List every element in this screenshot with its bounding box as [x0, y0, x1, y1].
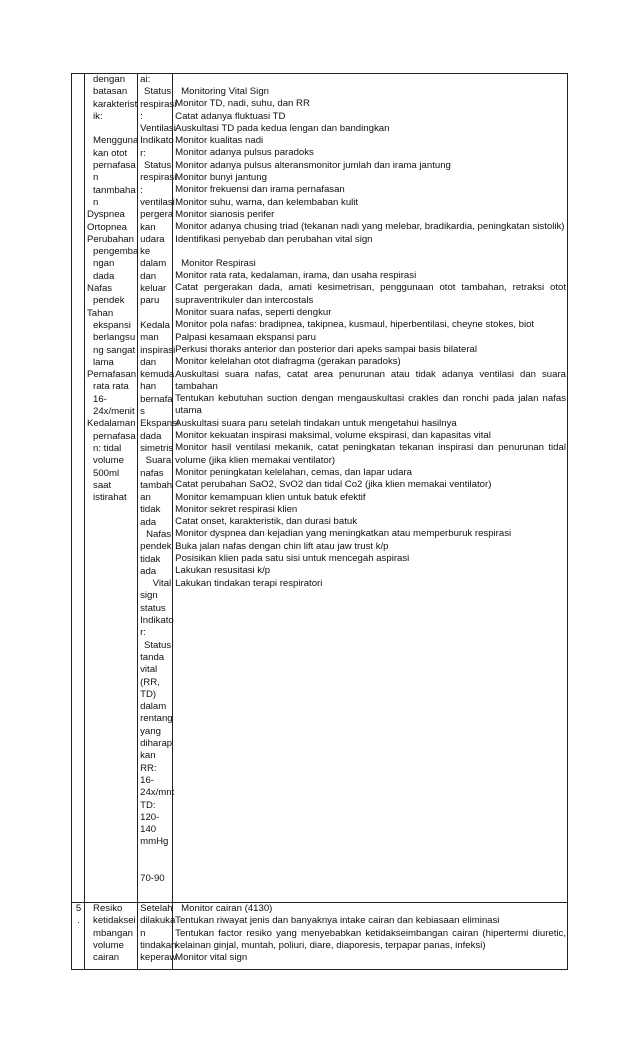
outcome-line: keperaw: [140, 952, 177, 964]
intervention-item: Monitor frekuensi dan irama pernafasan: [175, 184, 345, 196]
outcome-line: :: [140, 184, 143, 196]
intervention-item: Monitor sianosis perifer: [175, 208, 275, 220]
criteria-line: dengan: [93, 74, 126, 85]
outcome-line: simetris: [140, 442, 174, 454]
criteria-line: 500ml: [93, 467, 120, 479]
outcome-line: TD: 120-: [140, 799, 160, 823]
outcome-line: kan: [140, 221, 156, 233]
criteria-line: karakterist: [93, 98, 138, 110]
criteria-line: pendek: [93, 295, 125, 307]
outcome-line: [140, 861, 171, 873]
outcome-line: Nafas: [146, 528, 172, 540]
outcome-line: keluar: [140, 283, 167, 295]
outcome-line: Suara: [145, 455, 172, 467]
intervention-item: Tentukan factor resiko yang menyebabkan ketidakseimbangan cairan (hipertermi diuretic, kelainan ginjal, muntah, poliuri, diare, diaporesis, terpapar panas, infeksi): [175, 927, 566, 951]
outcome-line: paru: [140, 295, 160, 307]
criteria-line: ekspansi: [93, 319, 131, 331]
intervention-item: Palpasi kesamaan ekspansi paru: [175, 331, 316, 343]
criteria-line: volume: [93, 455, 124, 467]
criteria-line: 16-: [93, 393, 107, 405]
outcome-line: (RR,: [140, 676, 160, 688]
outcome-line: Indikato: [140, 615, 174, 627]
intervention-item: Monitor rata rata, kedalaman, irama, dan usaha respirasi: [175, 270, 417, 282]
intervention-item: Monitor cairan (4130): [181, 903, 273, 914]
intervention-item: Buka jalan nafas dengan chin lift atau jaw trust k/p: [175, 540, 389, 552]
outcome-line: mmHg: [140, 836, 169, 848]
outcome-line: tidak: [140, 553, 161, 565]
row-number: 5: [75, 903, 82, 914]
criteria-line: n: [93, 172, 99, 184]
outcome-line: TD): [140, 688, 157, 700]
intervention-item: Perkusi thoraks anterior dan posterior dari apeks sampai basis bilateral: [175, 343, 477, 355]
outcome-line: pergera: [140, 209, 174, 221]
outcome-line: Status: [143, 86, 172, 98]
intervention-cell: [173, 74, 568, 903]
criteria-line: tanmbaha: [93, 184, 136, 196]
criteria-line: Ortopnea: [87, 221, 128, 233]
outcome-line: udara: [140, 233, 165, 245]
outcome-line: nafas: [140, 467, 164, 479]
criteria-cell: [85, 903, 138, 970]
outcome-line: kemuda: [140, 369, 175, 381]
criteria-line: rata rata: [93, 381, 129, 393]
intervention-item: Monitor suhu, warna, dan kelembaban kulit: [175, 196, 359, 208]
intervention-item: Monitor vital sign: [175, 952, 248, 964]
nursing-care-plan-table: [71, 73, 568, 970]
criteria-line: pernafasa: [93, 160, 136, 172]
criteria-line: lama: [93, 356, 114, 368]
intervention-item: Monitor hasil ventilasi mekanik, catat peningkatan tekanan inspirasi dan penurunan tidal volume (jika klien memakai ventilator): [175, 442, 566, 466]
intervention-item: Monitor bunyi jantung: [175, 172, 267, 184]
outcome-line: dilakuka: [140, 915, 176, 927]
criteria-line: ketidaksei: [93, 915, 136, 927]
criteria-line: cairan: [93, 952, 120, 964]
outcome-line: tanda: [140, 651, 165, 663]
intervention-item: Monitor dyspnea dan kejadian yang meningkatkan atau memperburuk respirasi: [175, 528, 512, 540]
criteria-line: n: tidal: [93, 442, 122, 454]
criteria-line: batasan: [93, 86, 128, 98]
outcome-line: dalam: [140, 701, 167, 713]
number-cell: [72, 74, 85, 903]
outcome-line: vital: [140, 664, 158, 676]
intervention-item: Posisikan klien pada satu sisi untuk mencegah aspirasi: [175, 552, 410, 564]
intervention-item: Catat perubahan SaO2, SvO2 dan tidal Co2 (jika klien memakai ventilator): [175, 479, 492, 491]
criteria-line: ik:: [93, 110, 103, 122]
outcome-line: ai:: [140, 74, 151, 85]
criteria-line: Perubahan: [87, 233, 134, 245]
outcome-line: Indikato: [140, 135, 174, 147]
outcome-line: ventilasi: [140, 196, 175, 208]
outcome-line: status: [140, 602, 166, 614]
intervention-item: Auskultasi suara nafas, catat area penurunan atau tidak adanya ventilasi dan suara tambahan: [175, 368, 566, 392]
criteria-line: ngan dada: [93, 258, 115, 282]
criteria-line: saat: [93, 479, 112, 491]
intervention-item: Tentukan kebutuhan suction dengan mengauskultasi crakles dan ronchi pada jalan nafas utama: [175, 393, 566, 417]
outcome-line: inspirasi: [140, 344, 176, 356]
row-number-dot: .: [77, 915, 80, 927]
outcome-line: Status: [143, 160, 172, 172]
intervention-item: Monitor kekuatan inspirasi maksimal, volume ekspirasi, dan kapasitas vital: [175, 430, 491, 442]
intervention-item: Lakukan resusitasi k/p: [175, 565, 271, 577]
intervention-item: Identifikasi penyebab dan perubahan vital sign: [175, 233, 373, 245]
outcome-cell: [138, 903, 177, 970]
outcome-line: dada: [140, 430, 162, 442]
outcome-line: Status: [143, 639, 172, 651]
outcome-line: dan: [140, 270, 157, 282]
outcome-line: rentang: [140, 713, 173, 725]
criteria-line: 24x/menit: [93, 406, 135, 418]
table-row: [72, 903, 568, 970]
intervention-item: Monitor pola nafas: bradipnea, takipnea, kusmaul, hiperbentilasi, cheyne stokes, biot: [175, 319, 535, 331]
criteria-line: volume: [93, 939, 124, 951]
outcome-line: :: [140, 110, 143, 122]
intervention-item: Auskultasi TD pada kedua lengan dan bandingkan: [175, 122, 390, 134]
criteria-cell: [85, 74, 138, 903]
number-cell: [72, 903, 85, 970]
outcome-line: ada: [140, 516, 157, 528]
criteria-line: Dyspnea: [87, 209, 125, 221]
intervention-item: Catat adanya fluktuasi TD: [175, 110, 286, 122]
outcome-line: man: [140, 332, 159, 344]
outcome-line: an tidak: [140, 492, 161, 516]
criteria-line: [87, 123, 136, 135]
criteria-line: Resiko: [93, 903, 123, 914]
outcome-line: han: [140, 381, 157, 393]
outcome-line: Kedala: [140, 319, 170, 331]
outcome-line: r:: [140, 147, 146, 159]
outcome-line: r:: [140, 627, 146, 639]
outcome-line: 70-90: [140, 873, 165, 885]
intervention-item: Monitor adanya pulsus alteransmonitor jumlah dan irama jantung: [175, 159, 451, 171]
intervention-item: Monitor peningkatan kelelahan, cemas, dan lapar udara: [175, 466, 412, 478]
outcome-line: n: [140, 927, 146, 939]
outcome-line: 140: [140, 824, 157, 836]
outcome-line: kan: [140, 750, 156, 762]
outcome-line: sign: [140, 590, 158, 602]
intervention-item: Monitor adanya pulsus paradoks: [175, 147, 314, 159]
intervention-item: Monitor Respirasi: [181, 257, 256, 269]
criteria-line: berlangsu: [93, 332, 136, 344]
intervention-item: Monitoring Vital Sign: [181, 86, 269, 97]
table-row: [72, 74, 568, 903]
outcome-line: tindakan: [140, 939, 177, 951]
outcome-line: [140, 308, 171, 320]
intervention-item: Auskultasi suara paru setelah tindakan untuk mengetahui hasilnya: [175, 417, 457, 429]
outcome-line: RR: 16-: [140, 762, 157, 786]
outcome-line: s: [140, 406, 145, 418]
outcome-line: [140, 849, 171, 861]
intervention-item: Monitor kemampuan klien untuk batuk efektif: [175, 491, 366, 503]
criteria-line: kan otot: [93, 147, 128, 159]
outcome-line: dalam: [140, 258, 167, 270]
intervention-item: Lakukan tindakan terapi respiratori: [175, 577, 323, 589]
intervention-cell: [173, 903, 568, 970]
criteria-line: Kedalaman: [87, 418, 136, 430]
intervention-item: Catat onset, karakteristik, dan durasi batuk: [175, 516, 358, 528]
outcome-line: tambah: [140, 479, 173, 491]
intervention-item: Tentukan riwayat jenis dan banyaknya intake cairan dan kebiasaan eliminasi: [175, 915, 500, 927]
outcome-line: respirasi: [140, 172, 177, 184]
intervention-item: Monitor suara nafas, seperti dengkur: [175, 307, 332, 319]
criteria-line: istirahat: [93, 492, 127, 504]
criteria-line: mbangan: [93, 927, 134, 939]
intervention-item: Monitor kelelahan otot diafragma (gerakan paradoks): [175, 356, 401, 368]
outcome-line: ke: [140, 246, 151, 258]
criteria-line: pengemba: [93, 246, 139, 258]
outcome-cell: [138, 74, 180, 903]
criteria-line: n: [93, 196, 99, 208]
criteria-line: Nafas: [87, 283, 113, 295]
outcome-line: diharap: [140, 738, 173, 750]
criteria-line: ng sangat: [93, 344, 136, 356]
criteria-line: Mengguna: [93, 135, 139, 147]
intervention-item: Monitor adanya chusing triad (tekanan nadi yang melebar, bradikardia, peningkatan sistolik): [175, 221, 565, 233]
outcome-line: bernafa: [140, 393, 173, 405]
intervention-item: Monitor kualitas nadi: [175, 135, 264, 147]
criteria-line: pernafasa: [93, 430, 136, 442]
outcome-line: Setelah: [140, 903, 173, 914]
outcome-line: Ekspansi: [140, 418, 180, 430]
criteria-line: Pernafasan: [87, 369, 137, 381]
outcome-line: Vital: [152, 578, 172, 590]
outcome-line: ada: [140, 565, 157, 577]
outcome-line: yang: [140, 725, 161, 737]
outcome-line: 24x/mnt: [140, 787, 175, 799]
intervention-item: Monitor TD, nadi, suhu, dan RR: [175, 98, 310, 110]
outcome-line: respirasi: [140, 98, 177, 110]
intervention-item: Catat pergerakan dada, amati kesimetrisan, penggunaan otot tambahan, retraksi otot supraventrikuler dan intercostals: [175, 282, 566, 306]
intervention-item: Monitor sekret respirasi klien: [175, 503, 298, 515]
outcome-line: dan: [140, 356, 157, 368]
outcome-line: Ventilasi: [140, 123, 176, 135]
criteria-line: Tahan: [87, 307, 114, 319]
outcome-line: pendek: [140, 541, 172, 553]
